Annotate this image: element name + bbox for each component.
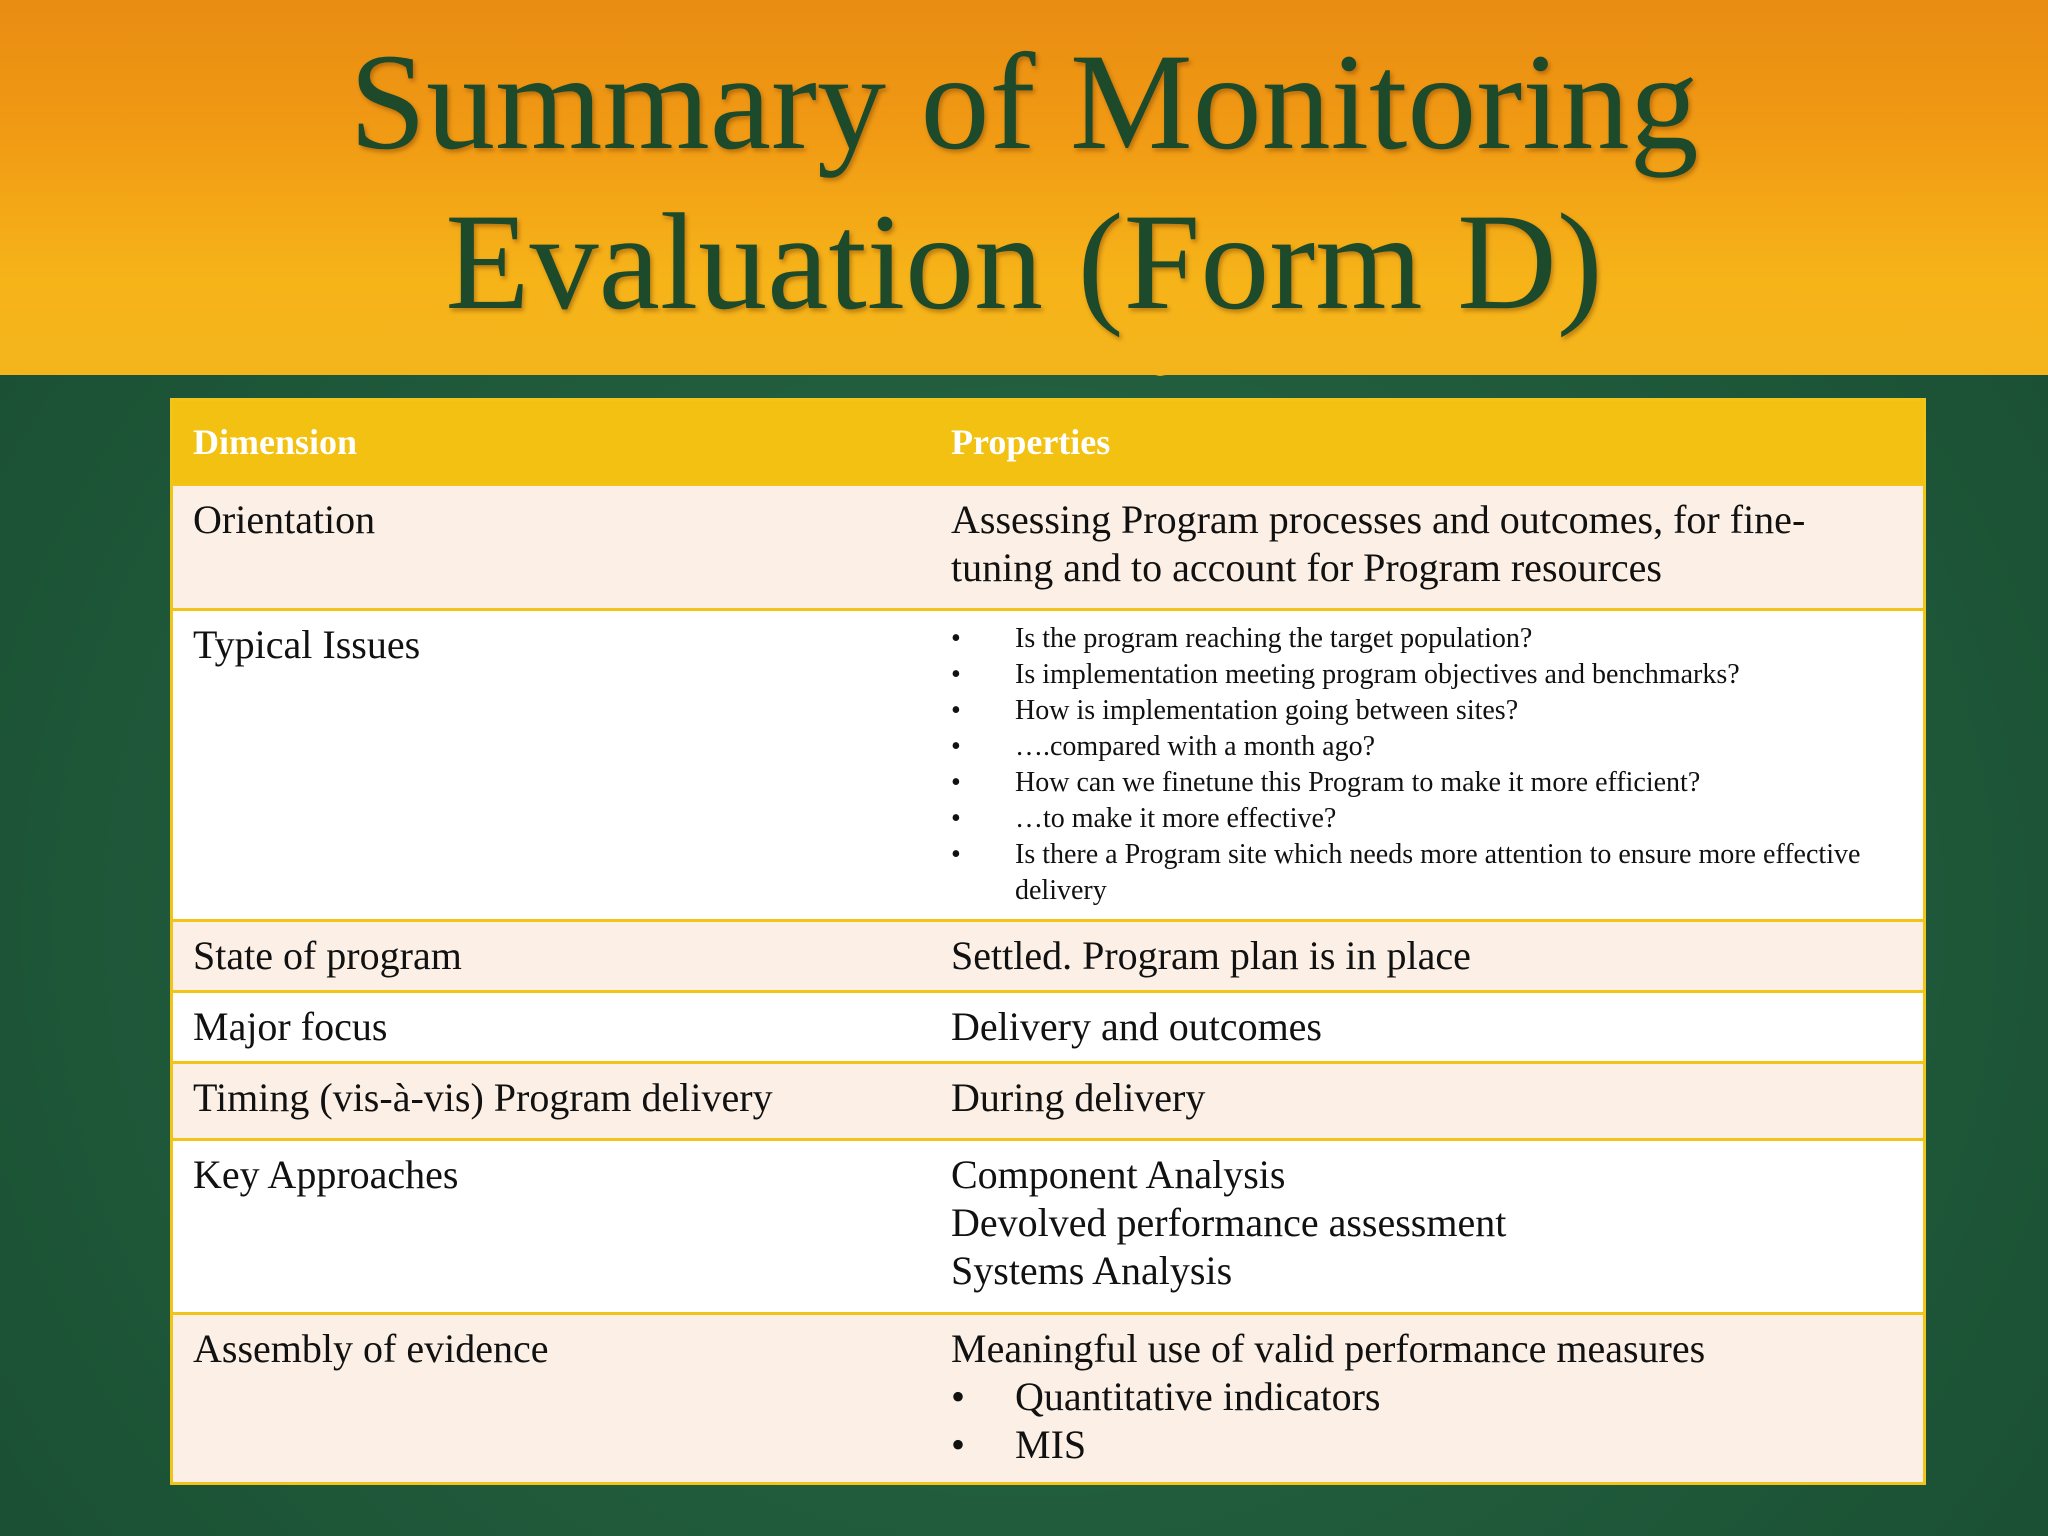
list-item: • Quantitative indicators (951, 1373, 1903, 1421)
title-line-1: Summary of Monitoring (349, 25, 1699, 178)
cell-properties (931, 610, 1923, 921)
approach-line: Component Analysis (951, 1152, 1286, 1197)
summary-table (170, 398, 1926, 1485)
header-properties: Properties (931, 401, 1923, 485)
issues-list (951, 621, 1903, 909)
cell-dimension: State of program (173, 921, 931, 992)
cell-dimension: Key Approaches (173, 1140, 931, 1314)
list-item: • …to make it more effective? (951, 801, 1903, 837)
list-item: • How can we finetune this Program to make it more efficient? (951, 765, 1903, 801)
cell-dimension: Typical Issues (173, 610, 931, 921)
approach-line: Devolved performance assessment (951, 1200, 1507, 1245)
table-row-approaches (173, 1140, 1923, 1314)
approach-line: Systems Analysis (951, 1248, 1233, 1293)
table-row-focus (173, 992, 1923, 1063)
cell-dimension: Timing (vis-à-vis) Program delivery (173, 1063, 931, 1140)
cell-dimension: Major focus (173, 992, 931, 1063)
list-item: • Is there a Program site which needs more attention to ensure more effective delivery (951, 837, 1903, 909)
list-item: • MIS (951, 1421, 1903, 1469)
list-item: • Is the program reaching the target population? (951, 621, 1903, 657)
table-row-orientation (173, 485, 1923, 610)
table-row-typical-issues (173, 610, 1923, 921)
cell-properties (931, 1314, 1923, 1482)
cell-properties: Settled. Program plan is in place (931, 921, 1923, 992)
list-item: • How is implementation going between sites? (951, 693, 1903, 729)
cell-dimension: Orientation (173, 485, 931, 610)
evidence-list (951, 1373, 1903, 1469)
table-row-timing (173, 1063, 1923, 1140)
cell-dimension: Assembly of evidence (173, 1314, 931, 1482)
table-row-evidence (173, 1314, 1923, 1482)
table-row-state (173, 921, 1923, 992)
torn-edge-decoration (0, 340, 2048, 400)
list-item: • Is implementation meeting program objectives and benchmarks? (951, 657, 1903, 693)
cell-properties (931, 1140, 1923, 1314)
table-header-row (173, 401, 1923, 485)
header-dimension: Dimension (173, 401, 931, 485)
cell-properties: Delivery and outcomes (931, 992, 1923, 1063)
evidence-intro: Meaningful use of valid performance measures (951, 1326, 1706, 1371)
cell-properties: During delivery (931, 1063, 1923, 1140)
list-item: • ….compared with a month ago? (951, 729, 1903, 765)
title-line-2: Evaluation (Form D) (445, 185, 1603, 338)
cell-properties: Assessing Program processes and outcomes, for fine-tuning and to account for Program resources (931, 485, 1923, 610)
slide-title (0, 22, 2048, 342)
